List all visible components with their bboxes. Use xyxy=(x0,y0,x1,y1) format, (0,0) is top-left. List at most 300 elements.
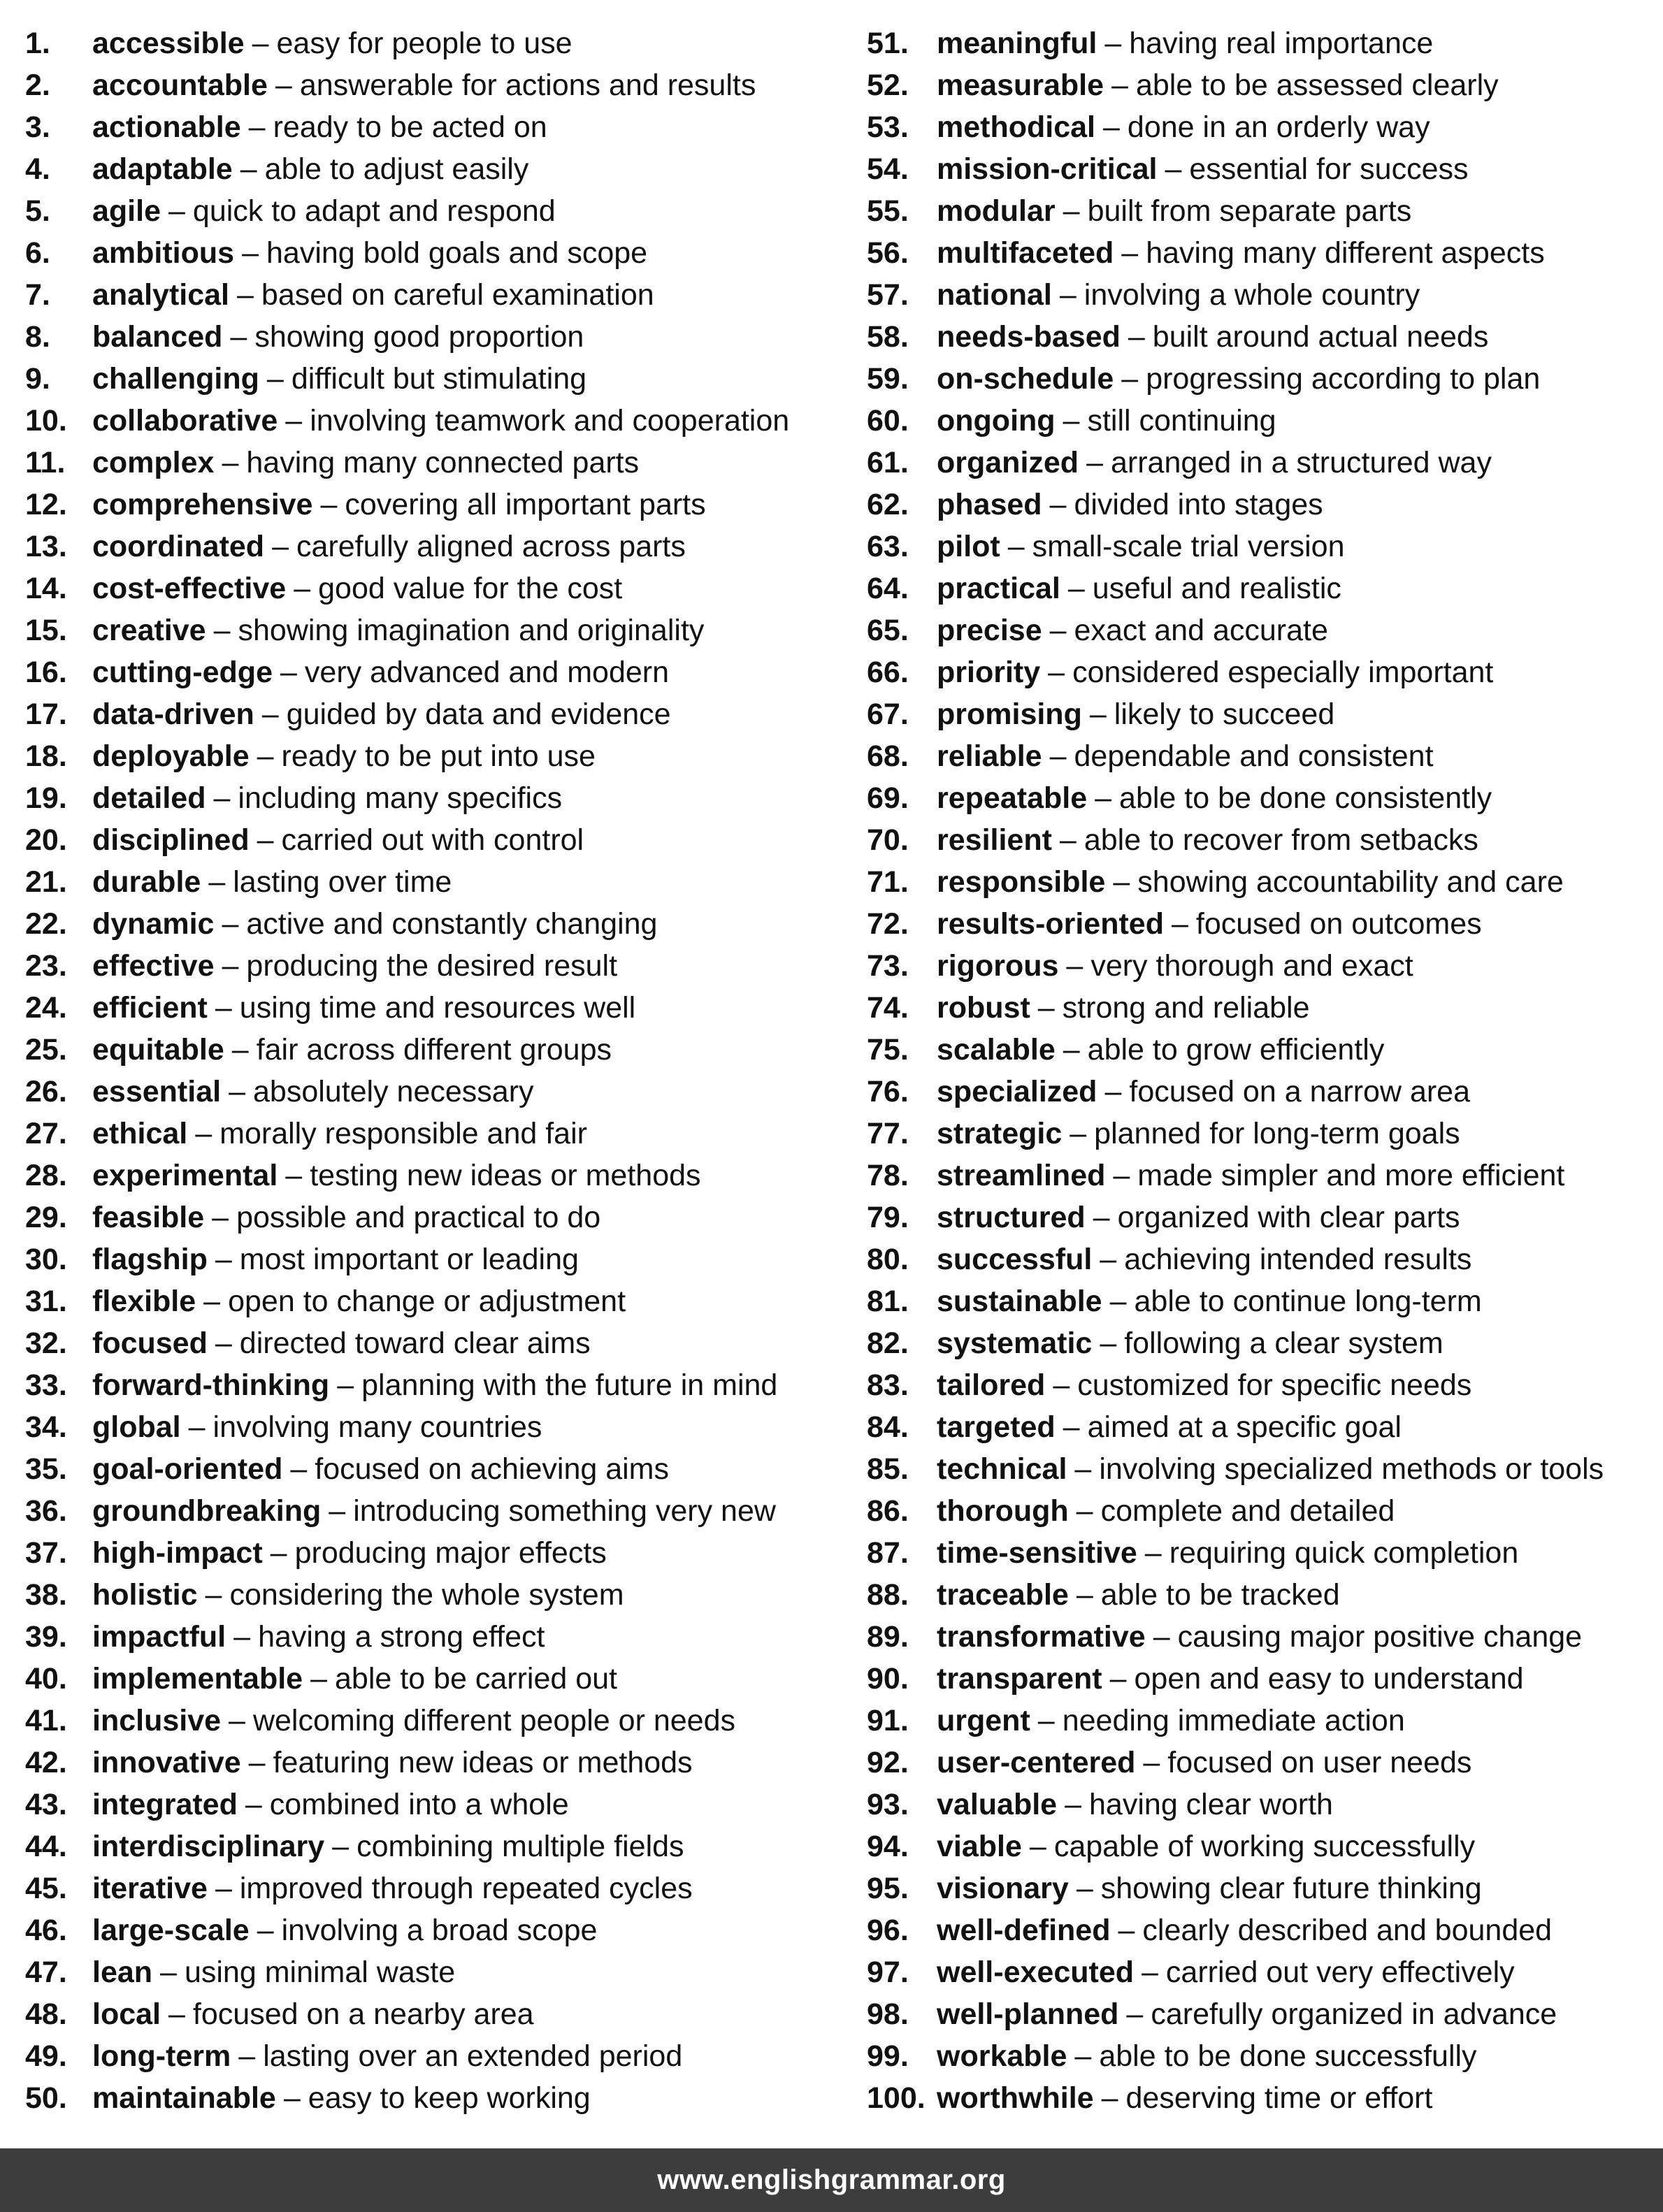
entry-word: implementable xyxy=(92,1662,303,1696)
word-entry xyxy=(25,232,829,274)
word-entry xyxy=(25,400,829,442)
word-entry xyxy=(867,987,1657,1029)
word-entry xyxy=(25,693,829,735)
entry-word: feasible xyxy=(92,1201,205,1234)
word-entry xyxy=(25,1364,829,1406)
entry-number: 14. xyxy=(25,572,67,605)
word-entry xyxy=(25,568,829,609)
entry-separator: – xyxy=(1113,865,1130,899)
entry-word: ethical xyxy=(92,1117,188,1150)
entry-separator: – xyxy=(1049,614,1067,647)
word-entry xyxy=(25,2035,829,2077)
entry-number: 27. xyxy=(25,1117,67,1150)
entry-word: urgent xyxy=(937,1704,1030,1737)
entry-word: transparent xyxy=(937,1662,1102,1696)
entry-number: 5. xyxy=(25,194,50,228)
entry-number: 1. xyxy=(25,27,50,60)
entry-separator: – xyxy=(1070,1117,1087,1150)
entry-word: comprehensive xyxy=(92,488,313,521)
entry-number: 32. xyxy=(25,1327,67,1360)
entry-definition: ready to be put into use xyxy=(281,739,596,773)
word-entry xyxy=(25,274,829,316)
word-entry xyxy=(867,2077,1657,2119)
entry-word: multifaceted xyxy=(937,236,1114,270)
entry-definition: involving a broad scope xyxy=(281,1914,598,1947)
entry-word: mission-critical xyxy=(937,152,1158,186)
entry-separator: – xyxy=(205,1578,222,1612)
entry-definition: capable of working successfully xyxy=(1053,1830,1476,1863)
entry-definition: using time and resources well xyxy=(239,991,636,1025)
entry-number: 34. xyxy=(25,1410,67,1444)
entry-separator: – xyxy=(1086,446,1103,479)
word-entry xyxy=(25,1909,829,1951)
word-entry xyxy=(867,1197,1657,1238)
entry-word: meaningful xyxy=(937,27,1097,60)
entry-number: 69. xyxy=(867,781,909,815)
word-entry xyxy=(867,903,1657,945)
entry-separator: – xyxy=(240,152,257,186)
entry-separator: – xyxy=(337,1368,354,1402)
entry-definition: involving teamwork and cooperation xyxy=(310,404,790,438)
entry-definition: welcoming different people or needs xyxy=(252,1704,735,1737)
entry-definition: testing new ideas or methods xyxy=(310,1159,701,1192)
entry-definition: open and easy to understand xyxy=(1134,1662,1524,1696)
entry-word: long-term xyxy=(92,2039,231,2073)
entry-separator: – xyxy=(1103,110,1120,144)
entry-separator: – xyxy=(1065,1788,1082,1821)
footer-bar xyxy=(0,2148,1663,2212)
entry-separator: – xyxy=(248,110,266,144)
entry-word: focused xyxy=(92,1327,208,1360)
entry-word: visionary xyxy=(937,1872,1069,1905)
entry-number: 59. xyxy=(867,362,909,396)
entry-word: efficient xyxy=(92,991,208,1025)
entry-number: 53. xyxy=(867,110,909,144)
entry-word: workable xyxy=(937,2039,1067,2073)
word-entry xyxy=(25,1155,829,1197)
entry-word: streamlined xyxy=(937,1159,1106,1192)
word-entry xyxy=(25,442,829,484)
entry-word: tailored xyxy=(937,1368,1046,1402)
entry-definition: easy to keep working xyxy=(308,2081,591,2115)
entry-definition: done in an orderly way xyxy=(1127,110,1430,144)
word-entry xyxy=(867,1616,1657,1658)
entry-number: 62. xyxy=(867,488,909,521)
word-entry xyxy=(867,1658,1657,1700)
entry-number: 78. xyxy=(867,1159,909,1192)
entry-number: 91. xyxy=(867,1704,909,1737)
entry-number: 70. xyxy=(867,823,909,857)
entry-number: 50. xyxy=(25,2081,67,2115)
entry-separator: – xyxy=(245,1788,262,1821)
entry-number: 30. xyxy=(25,1243,67,1276)
entry-number: 45. xyxy=(25,1872,67,1905)
entry-word: responsible xyxy=(937,865,1106,899)
entry-word: promising xyxy=(937,697,1082,731)
entry-number: 24. xyxy=(25,991,67,1025)
entry-definition: made simpler and more efficient xyxy=(1137,1159,1565,1192)
entry-separator: – xyxy=(168,194,185,228)
entry-word: analytical xyxy=(92,278,229,312)
entry-number: 20. xyxy=(25,823,67,857)
entry-separator: – xyxy=(1049,488,1067,521)
entry-word: worthwhile xyxy=(937,2081,1094,2115)
entry-separator: – xyxy=(1143,1746,1160,1779)
entry-word: holistic xyxy=(92,1578,198,1612)
entry-definition: able to continue long-term xyxy=(1134,1285,1482,1318)
entry-number: 23. xyxy=(25,949,67,983)
entry-word: needs-based xyxy=(937,320,1121,354)
entry-definition: answerable for actions and results xyxy=(299,68,756,102)
word-list-column-left xyxy=(25,22,829,2119)
entry-separator: – xyxy=(1153,1620,1170,1654)
entry-word: creative xyxy=(92,614,206,647)
word-entry xyxy=(867,861,1657,903)
entry-word: technical xyxy=(937,1452,1067,1486)
entry-definition: focused on a nearby area xyxy=(192,1997,534,2031)
entry-number: 67. xyxy=(867,697,909,731)
entry-number: 83. xyxy=(867,1368,909,1402)
entry-number: 72. xyxy=(867,907,909,941)
entry-separator: – xyxy=(1063,1410,1080,1444)
entry-number: 79. xyxy=(867,1201,909,1234)
entry-word: flagship xyxy=(92,1243,208,1276)
entry-definition: combined into a whole xyxy=(269,1788,569,1821)
entry-separator: – xyxy=(1067,572,1085,605)
entry-word: modular xyxy=(937,194,1056,228)
entry-number: 19. xyxy=(25,781,67,815)
entry-separator: – xyxy=(1037,1704,1055,1737)
entry-definition: improved through repeated cycles xyxy=(239,1872,693,1905)
entry-number: 17. xyxy=(25,697,67,731)
entry-number: 58. xyxy=(867,320,909,354)
entry-number: 13. xyxy=(25,530,67,563)
entry-word: methodical xyxy=(937,110,1095,144)
entry-number: 11. xyxy=(25,446,66,479)
entry-word: precise xyxy=(937,614,1042,647)
entry-word: valuable xyxy=(937,1788,1058,1821)
entry-separator: – xyxy=(1121,236,1139,270)
word-entry xyxy=(25,106,829,148)
entry-definition: involving a whole country xyxy=(1084,278,1420,312)
entry-separator: – xyxy=(215,991,232,1025)
entry-number: 28. xyxy=(25,1159,67,1192)
entry-word: strategic xyxy=(937,1117,1063,1150)
entry-separator: – xyxy=(332,1830,350,1863)
entry-number: 84. xyxy=(867,1410,909,1444)
word-entry xyxy=(25,1490,829,1532)
entry-word: traceable xyxy=(937,1578,1069,1612)
entry-number: 74. xyxy=(867,991,909,1025)
entry-definition: able to recover from setbacks xyxy=(1084,823,1478,857)
entry-definition: quick to adapt and respond xyxy=(192,194,556,228)
entry-definition: planned for long-term goals xyxy=(1094,1117,1460,1150)
entry-number: 54. xyxy=(867,152,909,186)
entry-number: 37. xyxy=(25,1536,67,1570)
entry-separator: – xyxy=(1128,320,1145,354)
entry-number: 6. xyxy=(25,236,50,270)
entry-separator: – xyxy=(242,236,259,270)
entry-number: 92. xyxy=(867,1746,909,1779)
entry-word: cost-effective xyxy=(92,572,287,605)
word-entry xyxy=(867,1113,1657,1155)
entry-definition: having bold goals and scope xyxy=(266,236,648,270)
entry-definition: clearly described and bounded xyxy=(1142,1914,1553,1947)
entry-definition: having a strong effect xyxy=(258,1620,545,1654)
entry-number: 55. xyxy=(867,194,909,228)
entry-separator: – xyxy=(212,1201,229,1234)
entry-separator: – xyxy=(1053,1368,1070,1402)
entry-number: 99. xyxy=(867,2039,909,2073)
entry-word: complex xyxy=(92,446,215,479)
word-entry xyxy=(867,2035,1657,2077)
entry-separator: – xyxy=(229,1704,245,1737)
entry-definition: carefully organized in advance xyxy=(1151,1997,1557,2031)
entry-number: 46. xyxy=(25,1914,67,1947)
entry-number: 82. xyxy=(867,1327,909,1360)
entry-number: 18. xyxy=(25,739,67,773)
entry-number: 80. xyxy=(867,1243,909,1276)
entry-definition: complete and detailed xyxy=(1100,1494,1395,1528)
entry-word: agile xyxy=(92,194,161,228)
entry-number: 68. xyxy=(867,739,909,773)
entry-separator: – xyxy=(215,1872,232,1905)
entry-number: 44. xyxy=(25,1830,67,1863)
entry-word: large-scale xyxy=(92,1914,250,1947)
entry-word: groundbreaking xyxy=(92,1494,322,1528)
entry-separator: – xyxy=(208,865,226,899)
word-entry xyxy=(25,777,829,819)
entry-separator: – xyxy=(272,530,289,563)
entry-definition: ready to be acted on xyxy=(273,110,547,144)
entry-number: 96. xyxy=(867,1914,909,1947)
word-entry xyxy=(867,1784,1657,1826)
entry-separator: – xyxy=(320,488,338,521)
entry-word: national xyxy=(937,278,1052,312)
entry-definition: having clear worth xyxy=(1089,1788,1333,1821)
entry-number: 35. xyxy=(25,1452,67,1486)
entry-number: 36. xyxy=(25,1494,67,1528)
entry-definition: introducing something very new xyxy=(353,1494,776,1528)
footer-website: www.englishgrammar.org xyxy=(657,2164,1006,2195)
entry-number: 76. xyxy=(867,1075,909,1108)
word-entry xyxy=(25,1406,829,1448)
entry-number: 10. xyxy=(25,404,67,438)
entry-definition: considering the whole system xyxy=(229,1578,624,1612)
entry-definition: customized for specific needs xyxy=(1077,1368,1472,1402)
word-entry xyxy=(867,1155,1657,1197)
entry-word: global xyxy=(92,1410,181,1444)
entry-separator: – xyxy=(195,1117,213,1150)
entry-number: 87. xyxy=(867,1536,909,1570)
word-entry xyxy=(25,945,829,987)
entry-separator: – xyxy=(222,949,239,983)
entry-separator: – xyxy=(257,1914,274,1947)
entry-number: 40. xyxy=(25,1662,67,1696)
entry-number: 12. xyxy=(25,488,67,521)
entry-number: 52. xyxy=(867,68,909,102)
word-entry xyxy=(867,1532,1657,1574)
entry-word: repeatable xyxy=(937,781,1088,815)
entry-separator: – xyxy=(237,278,254,312)
entry-word: dynamic xyxy=(92,907,215,941)
entry-separator: – xyxy=(1076,1578,1093,1612)
entry-word: challenging xyxy=(92,362,259,396)
entry-separator: – xyxy=(1049,739,1067,773)
entry-separator: – xyxy=(1111,68,1128,102)
entry-word: pilot xyxy=(937,530,1000,563)
word-entry xyxy=(25,1071,829,1113)
entry-definition: considered especially important xyxy=(1072,656,1494,689)
entry-separator: – xyxy=(1100,1243,1117,1276)
entry-number: 22. xyxy=(25,907,67,941)
entry-definition: likely to succeed xyxy=(1114,697,1335,731)
entry-number: 8. xyxy=(25,320,50,354)
entry-number: 7. xyxy=(25,278,50,312)
word-entry xyxy=(867,148,1657,190)
entry-definition: producing major effects xyxy=(294,1536,607,1570)
entry-word: forward-thinking xyxy=(92,1368,330,1402)
entry-word: specialized xyxy=(937,1075,1097,1108)
entry-number: 9. xyxy=(25,362,50,396)
entry-word: ambitious xyxy=(92,236,235,270)
entry-separator: – xyxy=(1066,949,1084,983)
entry-separator: – xyxy=(329,1494,346,1528)
word-entry xyxy=(25,1029,829,1071)
entry-word: cutting-edge xyxy=(92,656,273,689)
entry-definition: strong and reliable xyxy=(1062,991,1310,1025)
entry-number: 51. xyxy=(867,27,909,60)
entry-definition: very thorough and exact xyxy=(1090,949,1413,983)
entry-number: 48. xyxy=(25,1997,67,2031)
entry-definition: dependable and consistent xyxy=(1074,739,1434,773)
word-entry xyxy=(867,316,1657,358)
entry-definition: planning with the future in mind xyxy=(361,1368,778,1402)
entry-word: user-centered xyxy=(937,1746,1136,1779)
word-entry xyxy=(25,1532,829,1574)
entry-number: 60. xyxy=(867,404,909,438)
entry-separator: – xyxy=(1076,1872,1093,1905)
entry-separator: – xyxy=(285,1159,303,1192)
entry-number: 65. xyxy=(867,614,909,647)
entry-separator: – xyxy=(1074,2039,1092,2073)
entry-separator: – xyxy=(290,1452,308,1486)
entry-separator: – xyxy=(285,404,303,438)
entry-separator: – xyxy=(252,27,269,60)
word-entry xyxy=(25,484,829,526)
entry-word: thorough xyxy=(937,1494,1069,1528)
entry-separator: – xyxy=(215,1243,232,1276)
entry-number: 61. xyxy=(867,446,909,479)
word-entry xyxy=(25,190,829,232)
entry-definition: needing immediate action xyxy=(1062,1704,1405,1737)
entry-word: well-planned xyxy=(937,1997,1119,2031)
entry-definition: divided into stages xyxy=(1074,488,1323,521)
word-entry xyxy=(867,1700,1657,1742)
word-entry xyxy=(867,1867,1657,1909)
entry-number: 86. xyxy=(867,1494,909,1528)
word-entry xyxy=(25,1197,829,1238)
entry-separator: – xyxy=(1037,991,1055,1025)
entry-definition: difficult but stimulating xyxy=(291,362,587,396)
word-entry xyxy=(25,1867,829,1909)
entry-word: deployable xyxy=(92,739,250,773)
entry-number: 89. xyxy=(867,1620,909,1654)
word-entry xyxy=(25,735,829,777)
entry-definition: small-scale trial version xyxy=(1032,530,1345,563)
entry-number: 56. xyxy=(867,236,909,270)
entry-definition: focused on outcomes xyxy=(1195,907,1482,941)
entry-word: reliable xyxy=(937,739,1042,773)
entry-separator: – xyxy=(213,614,231,647)
entry-separator: – xyxy=(231,1033,249,1067)
entry-word: lean xyxy=(92,1956,153,1989)
entry-separator: – xyxy=(1100,1327,1117,1360)
entry-separator: – xyxy=(1118,1914,1135,1947)
entry-word: flexible xyxy=(92,1285,196,1318)
entry-definition: achieving intended results xyxy=(1124,1243,1472,1276)
word-entry xyxy=(25,1113,829,1155)
entry-word: practical xyxy=(937,572,1060,605)
entry-separator: – xyxy=(1059,823,1077,857)
word-entry xyxy=(25,1280,829,1322)
entry-word: priority xyxy=(937,656,1041,689)
entry-separator: – xyxy=(238,2039,256,2073)
word-entry xyxy=(867,1826,1657,1867)
entry-number: 77. xyxy=(867,1117,909,1150)
word-entry xyxy=(867,1742,1657,1784)
word-entry xyxy=(867,232,1657,274)
word-entry xyxy=(867,358,1657,400)
entry-word: organized xyxy=(937,446,1079,479)
entry-separator: – xyxy=(222,907,239,941)
entry-separator: – xyxy=(215,1327,232,1360)
entry-word: balanced xyxy=(92,320,223,354)
entry-definition: most important or leading xyxy=(239,1243,579,1276)
word-entry xyxy=(867,274,1657,316)
entry-word: successful xyxy=(937,1243,1093,1276)
entry-definition: progressing according to plan xyxy=(1146,362,1541,396)
word-entry xyxy=(25,1951,829,1993)
word-entry xyxy=(867,442,1657,484)
entry-number: 66. xyxy=(867,656,909,689)
word-entry xyxy=(867,1364,1657,1406)
entry-word: accessible xyxy=(92,27,245,60)
entry-word: on-schedule xyxy=(937,362,1114,396)
entry-number: 64. xyxy=(867,572,909,605)
word-entry xyxy=(25,1616,829,1658)
word-entry xyxy=(867,1993,1657,2035)
entry-number: 90. xyxy=(867,1662,909,1696)
word-entry xyxy=(25,2077,829,2119)
entry-word: data-driven xyxy=(92,697,254,731)
entry-separator: – xyxy=(230,320,247,354)
entry-separator: – xyxy=(1095,781,1112,815)
entry-definition: involving many countries xyxy=(213,1410,542,1444)
entry-separator: – xyxy=(1104,1075,1122,1108)
entry-word: actionable xyxy=(92,110,241,144)
entry-word: impactful xyxy=(92,1620,226,1654)
entry-definition: organized with clear parts xyxy=(1117,1201,1460,1234)
entry-word: targeted xyxy=(937,1410,1056,1444)
entry-number: 75. xyxy=(867,1033,909,1067)
entry-definition: showing good proportion xyxy=(254,320,584,354)
entry-number: 21. xyxy=(25,865,67,899)
entry-word: viable xyxy=(937,1830,1022,1863)
entry-number: 81. xyxy=(867,1285,909,1318)
entry-definition: focused on user needs xyxy=(1167,1746,1472,1779)
entry-separator: – xyxy=(233,1620,251,1654)
